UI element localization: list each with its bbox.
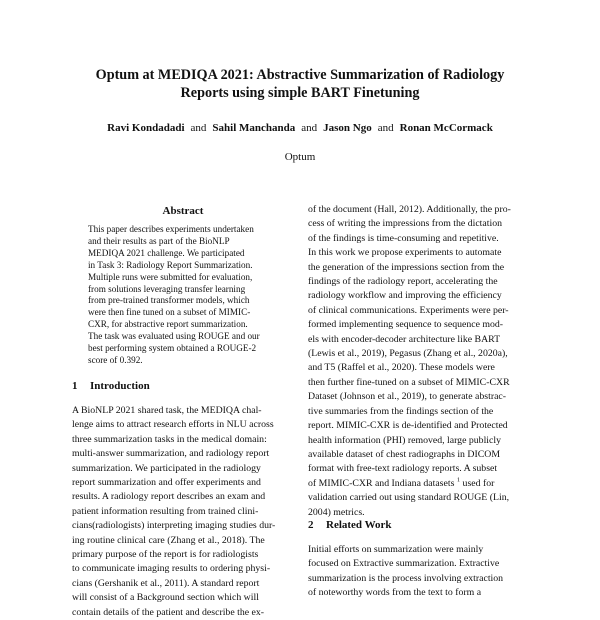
abstract-line: MEDIQA 2021 challenge. We participated: [88, 247, 245, 258]
affiliation: Optum: [284, 151, 316, 163]
abstract-line: from solutions leveraging transfer learning: [88, 283, 246, 294]
related-work-body: [308, 543, 532, 601]
abstract-line: were then fine tuned on a subset of MIMIC-: [88, 307, 251, 318]
body-line: of clinical communications. Experiments were per-: [308, 304, 509, 316]
abstract-line: The task was evaluated using ROUGE and our: [88, 331, 260, 342]
abstract-line: score of 0.392.: [88, 354, 143, 365]
body-line: of the document (Hall, 2012). Additionally, the pro-: [308, 204, 511, 215]
body-line: cians(radiologists) interpreting imaging studies dur-: [72, 520, 276, 532]
body-line: to communicate imaging results to ordering physi-: [72, 563, 271, 575]
abstract-body: [88, 224, 278, 367]
body-line: will consist of a Background section which will: [72, 592, 259, 604]
author-list: [40, 121, 560, 135]
author-name: Sahil Manchanda: [212, 122, 296, 134]
author-separator: and: [377, 122, 394, 134]
body-line: In this work we propose experiments to automate: [308, 247, 502, 259]
title-line: Optum at MEDIQA 2021: Abstractive Summarization of Radiology: [95, 67, 505, 83]
body-line: format with free-text radiology reports. A subset: [308, 463, 498, 475]
body-line: then further fine-tuned on a subset of MIMIC-CXR: [308, 376, 510, 388]
body-line: of noteworthy words from the text to form a: [308, 587, 482, 599]
body-line: (Lewis et al., 2019), Pegasus (Zhang et al., 2020a),: [308, 348, 508, 360]
body-line: Dataset (Johnson et al., 2019), to generate abstrac-: [308, 391, 507, 403]
title-line: Reports using simple BART Finetuning: [180, 85, 420, 101]
body-line: ing routine clinical care (Zhang et al., 2018). The: [72, 534, 265, 546]
footnote-line-before: of MIMIC-CXR and Indiana datasets: [308, 477, 457, 489]
abstract-line: This paper describes experiments undertaken: [88, 224, 254, 234]
body-line: report. MIMIC-CXR is de-identified and Protected: [308, 420, 508, 432]
body-line: focused on Extractive summarization. Extractive: [308, 558, 500, 570]
body-line: tive summaries from the findings section of the: [308, 405, 494, 417]
abstract-line: Multiple runs were submitted for evaluation,: [88, 271, 253, 282]
body-line: primary purpose of the report is for radiologists: [72, 549, 259, 561]
section-title: Introduction: [90, 380, 150, 392]
body-line: health information (PHI) removed, large publicly: [308, 434, 501, 446]
author-name: Jason Ngo: [323, 122, 372, 134]
section-heading-related-work: [308, 519, 392, 531]
abstract-heading: Abstract: [162, 205, 204, 217]
author-separator: and: [190, 122, 207, 134]
footnote-line-after: used for: [460, 477, 495, 489]
body-line: cians (Gershanik et al., 2011). A standard report: [72, 577, 260, 589]
body-line: summarization. We participated in the radiology: [72, 462, 261, 474]
paper-title: [60, 66, 540, 102]
abstract-line: CXR, for abstractive report summarization.: [88, 319, 248, 330]
author-name: Ravi Kondadadi: [107, 122, 185, 134]
section-number: 1: [72, 380, 78, 392]
abstract-line: in Task 3: Radiology Report Summarization.: [88, 259, 253, 270]
body-line: lenge aims to attract research efforts in NLU across: [72, 419, 274, 431]
right-column-body: [308, 203, 532, 520]
body-line: results. A radiology report describes an exam and: [72, 491, 266, 503]
body-line: patient information resulting from trained clini-: [72, 505, 259, 517]
abstract-line: and their results as part of the BioNLP: [88, 235, 230, 246]
introduction-body: [72, 404, 296, 620]
author-name: Ronan McCormack: [399, 122, 493, 134]
author-separator: and: [301, 122, 318, 134]
body-line: findings of the radiology report, accelerating the: [308, 276, 498, 288]
body-line: three summarization tasks in the medical domain:: [72, 433, 267, 445]
body-line: multi-answer summarization, and radiology report: [72, 448, 270, 460]
body-line: contain details of the patient and describe the ex-: [72, 606, 265, 618]
body-line: els with encoder-decoder architecture like BART: [308, 333, 501, 345]
section-number: 2: [308, 519, 314, 531]
body-line-with-footnote: [308, 477, 532, 491]
body-line: validation carried out using standard ROUGE (Lin,: [308, 492, 510, 504]
body-line: summarization is the process involving extraction: [308, 572, 504, 584]
section-title: Related Work: [326, 519, 392, 531]
footnote-mark[interactable]: 1: [456, 476, 461, 484]
body-line: the generation of the impressions section from the: [308, 261, 505, 273]
body-line: Initial efforts on summarization were mainly: [308, 544, 484, 555]
body-line: A BioNLP 2021 shared task, the MEDIQA chal-: [72, 405, 262, 416]
body-line: formed implementing sequence to sequence mod-: [308, 319, 504, 331]
body-line: radiology workflow and improving the efficiency: [308, 290, 502, 302]
body-line: 2004) metrics.: [308, 506, 365, 518]
abstract-line: from pre-trained transformer models, which: [88, 295, 250, 306]
section-heading-introduction: [72, 380, 150, 392]
body-line: and T5 (Raffel et al., 2020). These models were: [308, 362, 495, 374]
body-line: cess of writing the impressions from the dictation: [308, 218, 502, 230]
abstract-line: best performing system obtained a ROUGE-2: [88, 343, 257, 354]
body-line: available dataset of chest radiographs in DICOM: [308, 448, 501, 460]
body-line: report summarization and offer experiments and: [72, 477, 261, 489]
body-line: of the findings is time-consuming and repetitive.: [308, 232, 499, 244]
